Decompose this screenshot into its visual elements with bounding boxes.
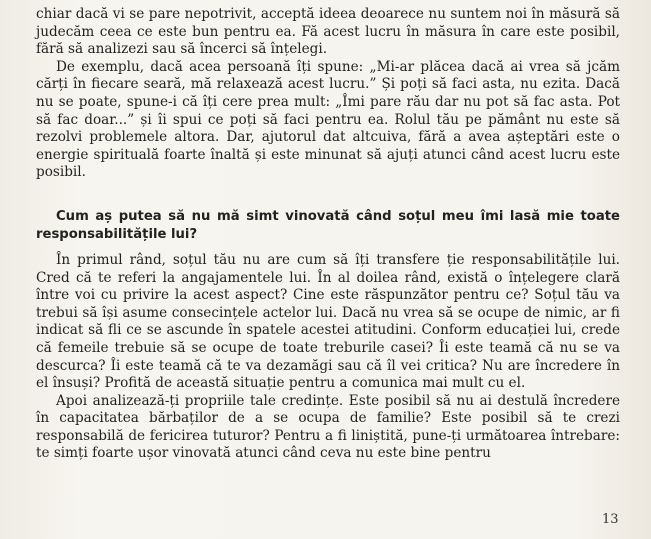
page-text-block (36, 6, 620, 463)
section-heading: Cum aș putea să nu mă simt vinovată când soțul meu îmi lasă mie toate responsabilitățile lui? (36, 208, 620, 242)
section-spacer (36, 182, 620, 208)
paragraph-example: De exemplu, dacă acea persoană îți spune: „Mi-ar plăcea dacă ai vrea să jcăm cărți în fiecare seară, mă relaxează acest lucru.” Și poți să faci asta, nu ezita. Dacă nu se poate, spune-i că îți cere prea mult: „Îmi pare rău dar nu pot să fac asta. Pot să fac doar...” și îi spui ce poți să faci pentru ea. Rolul tău pe pământ nu este să rezolvi problemele altora. Dar, ajutorul dat altcuiva, fără a avea așteptări este o energie spirituală foarte înaltă și este minunat să ajuți atunci când acest lucru este posibil. (36, 58, 620, 181)
paragraph-answer-first: În primul rând, soțul tău nu are cum să îți transfere ție responsabilitățile lui. Cred că te referi la angajamentele lui. În al doilea rând, există o înțelegere clară între voi cu privire la acest aspect? Cine este răspunzător pentru ce? Soțul tău va trebui să își asume consecințele actelor lui. Dacă nu vrea să se ocupe de nimic, ar fi indicat să fli ce se ascunde în spatele acestei atitudini. Conform educației lui, crede că femeile trebuie să se ocupe de toate treburile casei? Îi este teamă că nu se va descurca? Îi este teamă că te va dezamăgi sau că îl vei critica? Nu are încredere în el însuși? Profită de această situație pentru a comunica mai mult cu el. (36, 251, 620, 392)
page-number: 13 (602, 512, 619, 527)
paragraph-answer-second: Apoi analizează-ți propriile tale credințe. Este posibil să nu ai destulă încredere în capacitatea bărbaților de a se ocupa de familie? Este posibil să te crezi responsabilă de fericirea tuturor? Pentru a fi liniștită, pune-ți următoarea întrebare: te simți foarte ușor vinovată atunci când ceva nu este bine pentru (36, 392, 620, 462)
paragraph-continuation: chiar dacă vi se pare nepotrivit, acceptă ideea deoarece nu suntem noi în măsură să judecăm ceea ce este bun pentru ea. Fă acest lucru în măsura în care este posibil, fără să analizezi sau să încerci să înțelegi. (36, 6, 620, 58)
